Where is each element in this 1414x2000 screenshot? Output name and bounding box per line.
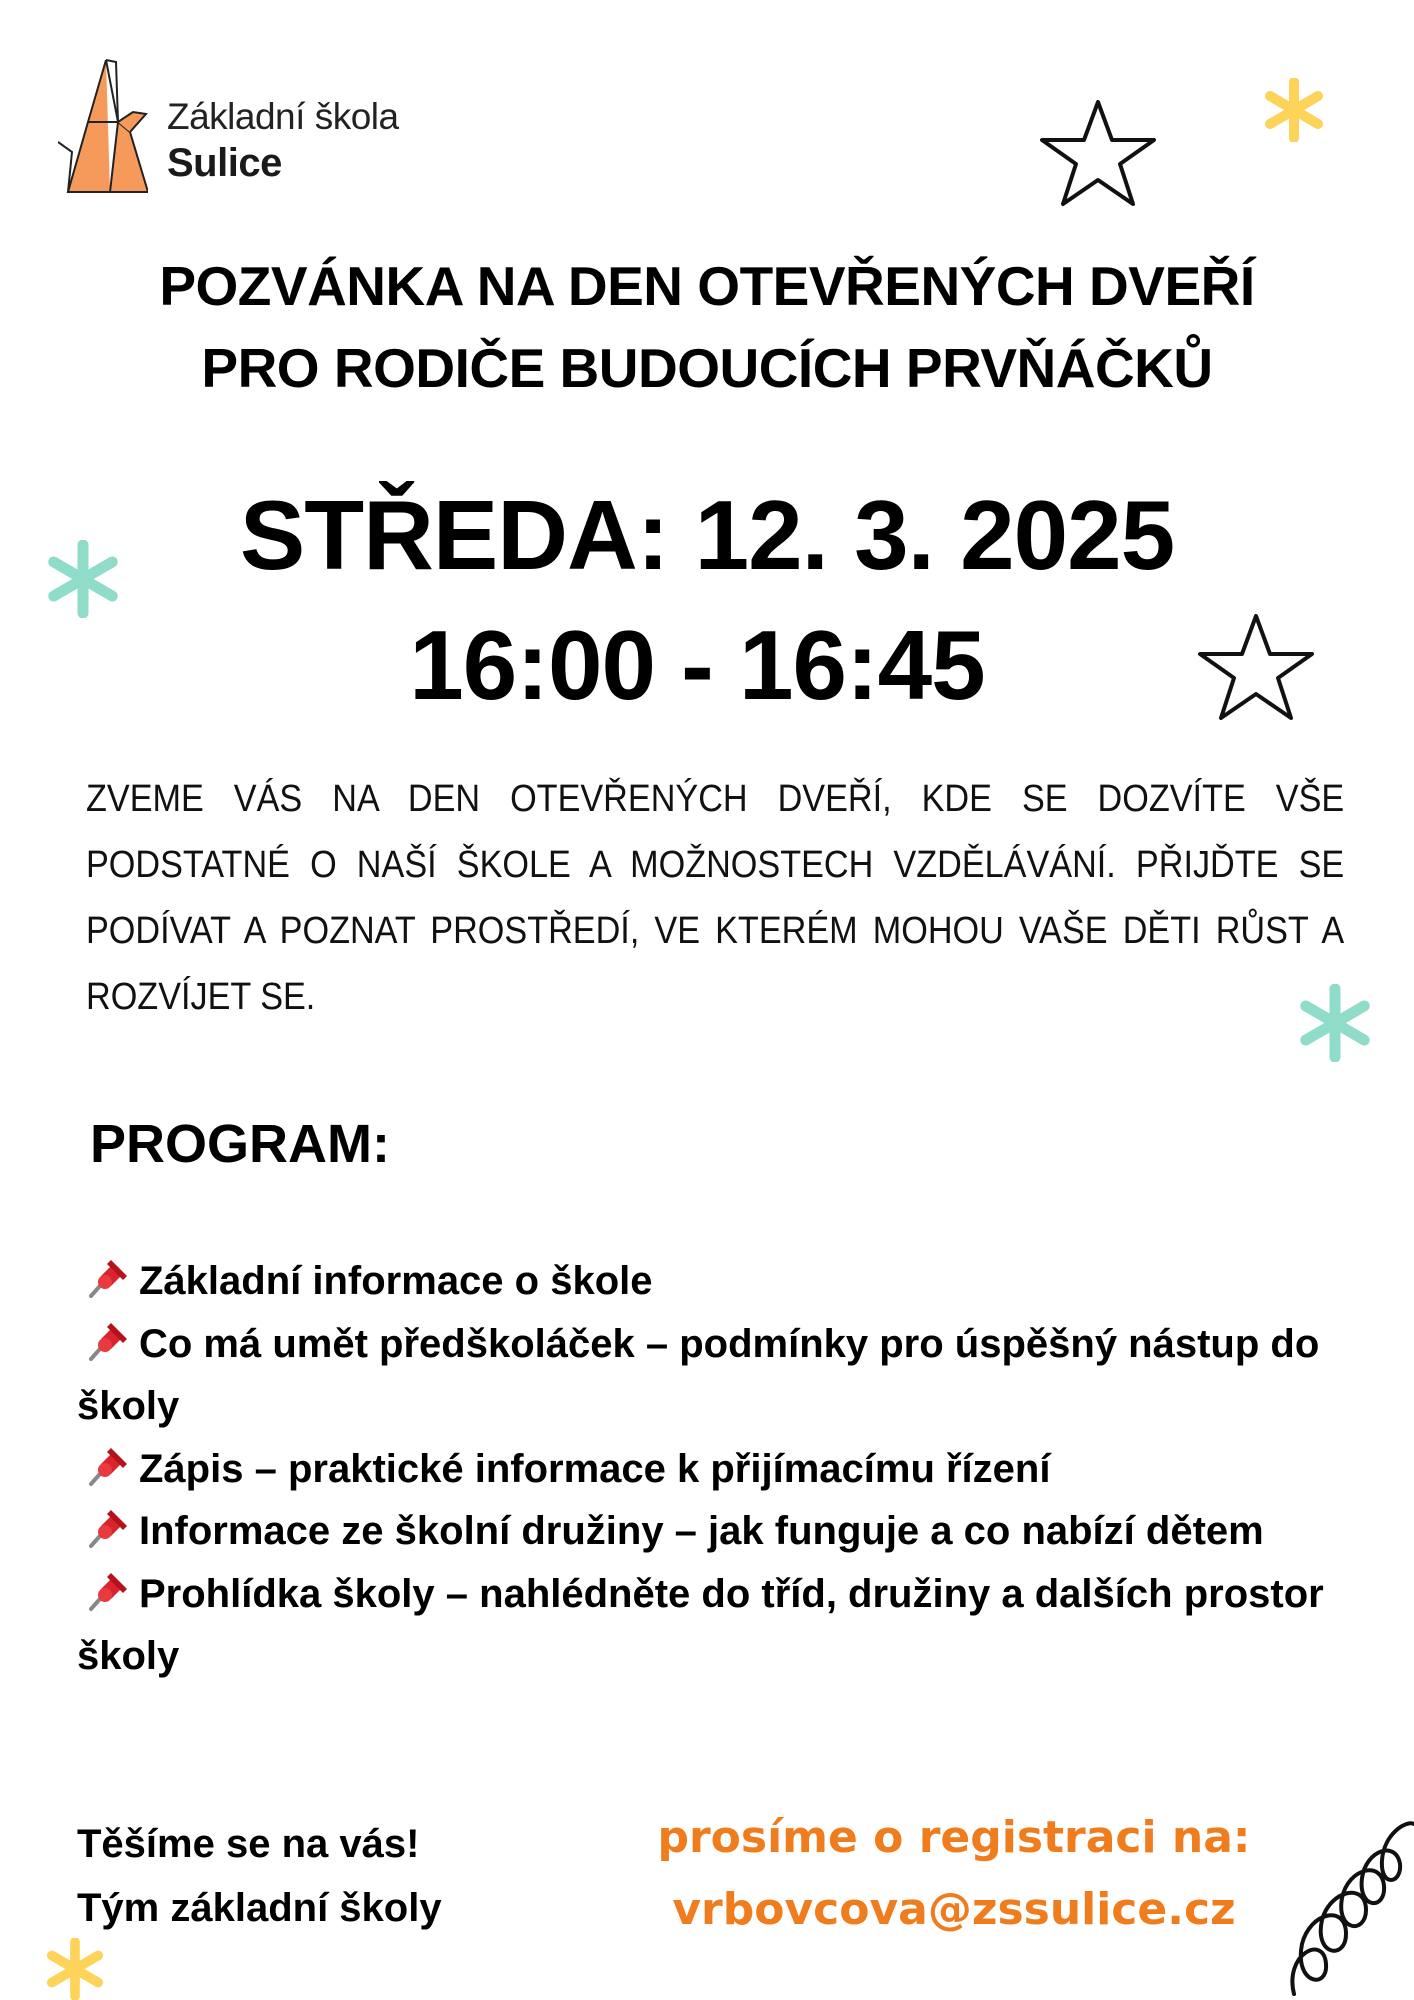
asterisk-icon bbox=[44, 1938, 106, 2000]
closing-text bbox=[77, 1812, 442, 1940]
program-item-text: Informace ze školní družiny – jak funguje a co nabízí dětem bbox=[139, 1509, 1264, 1553]
registration-email-link[interactable]: vrbovcova@zssulice.cz bbox=[672, 1884, 1236, 1935]
program-item-text: Co má umět předškoláček – podmínky pro úspěšný nástup do školy bbox=[77, 1321, 1320, 1428]
school-name bbox=[167, 94, 399, 186]
list-item bbox=[77, 1438, 1337, 1501]
pushpin-icon bbox=[83, 1317, 133, 1363]
fox-logo-icon bbox=[58, 52, 148, 202]
program-item-text: Základní informace o škole bbox=[139, 1259, 653, 1303]
program-list bbox=[77, 1250, 1337, 1688]
title-line1: POZVÁNKA NA DEN OTEVŘENÝCH DVEŘÍ bbox=[159, 255, 1255, 317]
title-line2: PRO RODIČE BUDOUCÍCH PRVŇÁČKŮ bbox=[201, 337, 1213, 399]
school-name-line2: Sulice bbox=[167, 141, 282, 185]
registration-label: prosíme o registraci na: bbox=[657, 1812, 1251, 1863]
list-item bbox=[77, 1500, 1337, 1563]
event-datetime bbox=[0, 470, 1414, 730]
registration-info bbox=[624, 1802, 1284, 1946]
intro-text: ZVEME VÁS NA DEN OTEVŘENÝCH DVEŘÍ, KDE SE DOZVÍTE VŠE PODSTATNÉ O NAŠÍ ŠKOLE A MOŽNOSTECH VZDĚLÁVÁNÍ. PŘIJĎTE SE PODÍVAT A POZNAT PROSTŘEDÍ, VE KTERÉM MOHOU VAŠE DĚTI RŮST A ROZVÍJET SE. bbox=[86, 778, 1345, 1018]
page-title bbox=[0, 245, 1414, 409]
event-date: STŘEDA: 12. 3. 2025 bbox=[239, 480, 1175, 590]
list-item bbox=[77, 1250, 1337, 1313]
asterisk-icon bbox=[1262, 78, 1326, 142]
program-heading: PROGRAM: bbox=[90, 1114, 390, 1174]
list-item bbox=[77, 1563, 1337, 1688]
closing-line2: Tým základní školy bbox=[77, 1886, 442, 1930]
pushpin-icon bbox=[83, 1567, 133, 1613]
pushpin-icon bbox=[83, 1504, 133, 1550]
program-item-text: Prohlídka školy – nahlédněte do tříd, družiny a dalších prostor školy bbox=[77, 1571, 1324, 1678]
pushpin-icon bbox=[83, 1442, 133, 1488]
closing-line1: Těšíme se na vás! bbox=[77, 1822, 420, 1866]
spiral-doodle-icon bbox=[1284, 1794, 1414, 2000]
pushpin-icon bbox=[83, 1254, 133, 1300]
star-outline-icon bbox=[1038, 98, 1158, 210]
list-item bbox=[77, 1313, 1337, 1438]
program-item-text: Zápis – praktické informace k přijímacímu řízení bbox=[139, 1446, 1051, 1491]
school-name-line1: Základní škola bbox=[167, 96, 399, 137]
event-time: 16:00 - 16:45 bbox=[409, 610, 985, 720]
